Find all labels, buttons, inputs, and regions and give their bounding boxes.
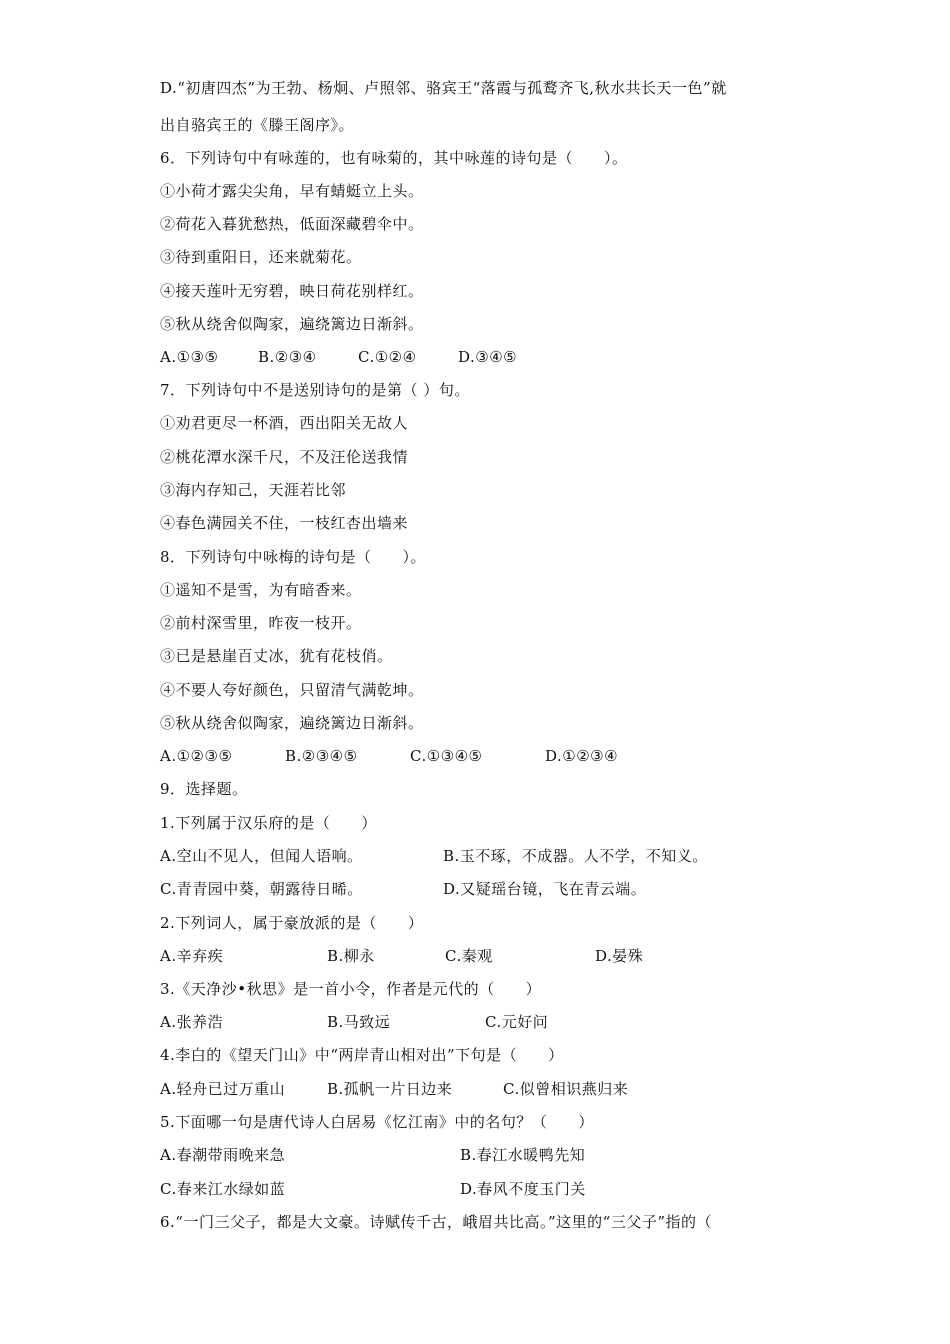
option-a: A.①②③⑤	[160, 747, 233, 765]
sub-question-2: 2.下列词人，属于豪放派的是（ ）	[160, 914, 424, 932]
option-c: C.①②④	[358, 348, 417, 366]
option-a: A.春潮带雨晚来急	[160, 1146, 286, 1164]
text-line: ③海内存知己，天涯若比邻	[160, 481, 347, 499]
question-6: 6．下列诗句中有咏莲的，也有咏菊的，其中咏莲的诗句是（ ）。	[160, 149, 628, 167]
option-c: C.秦观	[445, 947, 493, 965]
option-d: D.又疑瑶台镜，飞在青云端。	[443, 880, 647, 898]
text-line: ②前村深雪里，昨夜一枝开。	[160, 614, 362, 632]
question-8: 8．下列诗句中咏梅的诗句是（ ）。	[160, 548, 427, 566]
text-line: ①小荷才露尖尖角，早有蜻蜓立上头。	[160, 182, 424, 200]
option-b: B.春江水暖鸭先知	[460, 1146, 586, 1164]
sub-question-4: 4.李白的《望天门山》中“两岸青山相对出”下句是（ ）	[160, 1046, 564, 1064]
option-c: C.青青园中葵，朝露待日晞。	[160, 880, 363, 898]
text-line: ③已是悬崖百丈冰，犹有花枝俏。	[160, 647, 393, 665]
question-9: 9．选择题。	[160, 780, 248, 798]
text-line: D.“初唐四杰”为王勃、杨炯、卢照邻、骆宾王“落霞与孤鹜齐飞,秋水共长天一色”就	[160, 79, 727, 97]
text-line: ③待到重阳日，还来就菊花。	[160, 248, 362, 266]
option-a: A.空山不见人，但闻人语响。	[160, 847, 363, 865]
text-line: ④不要人夸好颜色，只留清气满乾坤。	[160, 681, 424, 699]
text-line: ①遥知不是雪，为有暗香来。	[160, 581, 362, 599]
text-line: ⑤秋从绕舍似陶家，遍绕篱边日渐斜。	[160, 714, 424, 732]
option-b: B.②③④	[258, 348, 317, 366]
option-c: C.春来江水绿如蓝	[160, 1180, 286, 1198]
question-7: 7．下列诗句中不是送别诗句的是第（ ）句。	[160, 381, 470, 399]
sub-question-3: 3.《天净沙•秋思》是一首小令，作者是元代的（ ）	[160, 980, 542, 998]
text-line: ②荷花入暮犹愁热，低面深藏碧伞中。	[160, 215, 424, 233]
option-b: B.马致远	[327, 1013, 391, 1031]
sub-question-1: 1.下列属于汉乐府的是（ ）	[160, 814, 377, 832]
text-line: ②桃花潭水深千尺，不及汪伦送我情	[160, 448, 409, 466]
option-a: A.张养浩	[160, 1013, 224, 1031]
option-b: B.孤帆一片日边来	[327, 1080, 453, 1098]
option-c: C.元好问	[485, 1013, 549, 1031]
sub-question-5: 5.下面哪一句是唐代诗人白居易《忆江南》中的名句？（ ）	[160, 1113, 594, 1131]
text-line: 出自骆宾王的《滕王阁序》。	[160, 116, 355, 134]
option-c: C.①③④⑤	[410, 747, 483, 765]
option-d: D.①②③④	[545, 747, 619, 765]
text-line: ④春色满园关不住，一枝红杏出墙来	[160, 514, 409, 532]
text-line: ④接天莲叶无穷碧，映日荷花别样红。	[160, 282, 424, 300]
option-c: C.似曾相识燕归来	[503, 1080, 629, 1098]
text-line: ⑤秋从绕舍似陶家，遍绕篱边日渐斜。	[160, 315, 424, 333]
option-a: A.①③⑤	[160, 348, 219, 366]
option-a: A.辛弃疾	[160, 947, 224, 965]
option-d: D.春风不度玉门关	[460, 1180, 586, 1198]
option-d: D.③④⑤	[458, 348, 518, 366]
option-b: B.柳永	[327, 947, 375, 965]
option-a: A.轻舟已过万重山	[160, 1080, 286, 1098]
option-d: D.晏殊	[595, 947, 644, 965]
text-line: ①劝君更尽一杯酒，西出阳关无故人	[160, 414, 409, 432]
option-b: B.②③④⑤	[285, 747, 358, 765]
sub-question-6: 6.“一门三父子，都是大文豪。诗赋传千古，峨眉共比高。”这里的“三父子”指的（	[160, 1213, 712, 1231]
option-b: B.玉不琢，不成器。人不学，不知义。	[443, 847, 708, 865]
